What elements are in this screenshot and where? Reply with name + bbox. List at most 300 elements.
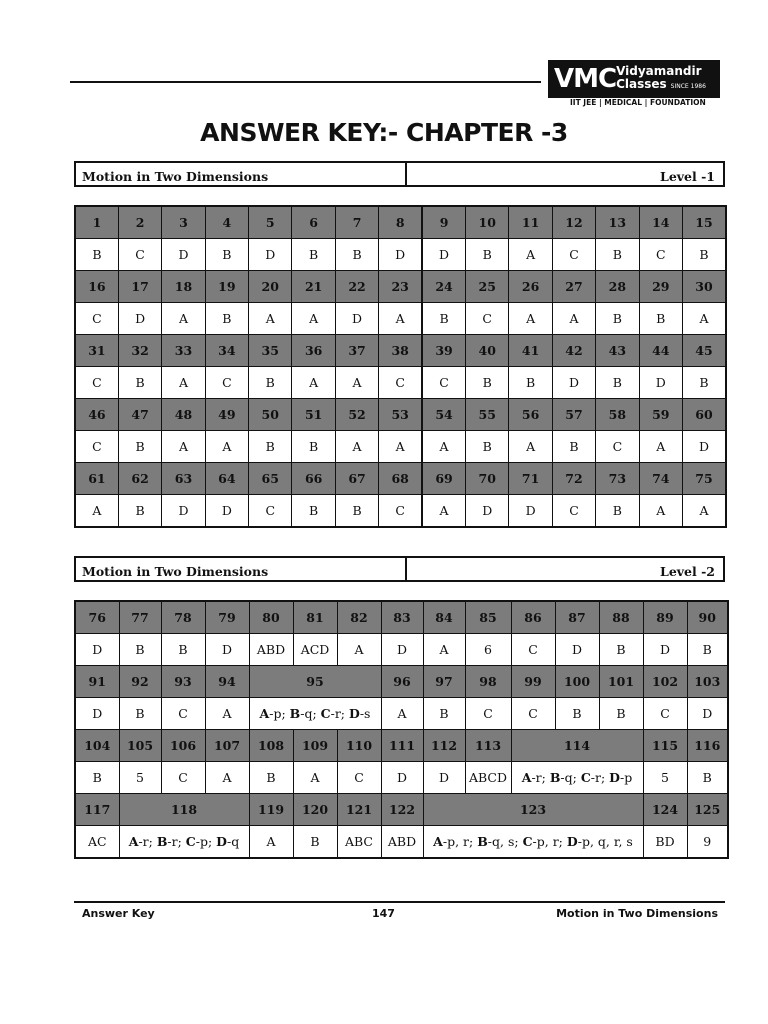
question-number: 80 <box>249 601 293 634</box>
question-number: 34 <box>205 335 248 367</box>
page-number: 147 <box>372 907 395 920</box>
answer-cell: C <box>337 762 381 794</box>
question-number: 2 <box>118 206 161 239</box>
question-number: 28 <box>596 271 639 303</box>
question-number: 30 <box>682 271 726 303</box>
answer-cell: A <box>682 495 726 528</box>
answer-cell: C <box>643 698 687 730</box>
question-number: 17 <box>118 271 161 303</box>
question-number: 70 <box>466 463 509 495</box>
answer-cell: B <box>205 303 248 335</box>
question-number: 109 <box>293 730 337 762</box>
answer-cell: B <box>596 495 639 528</box>
answer-cell: ABC <box>337 826 381 859</box>
answer-row <box>75 762 728 794</box>
question-number: 11 <box>509 206 552 239</box>
question-number: 122 <box>381 794 423 826</box>
answer-cell: B <box>292 431 335 463</box>
answer-cell: B <box>422 303 465 335</box>
question-number: 27 <box>552 271 595 303</box>
question-number: 1 <box>75 206 118 239</box>
question-number: 42 <box>552 335 595 367</box>
question-number: 103 <box>687 666 728 698</box>
answer-cell: D <box>381 762 423 794</box>
answer-cell: B <box>466 239 509 271</box>
answer-cell: B <box>118 431 161 463</box>
answer-cell: B <box>205 239 248 271</box>
question-number: 117 <box>75 794 119 826</box>
question-number: 5 <box>249 206 292 239</box>
question-number-row <box>75 335 726 367</box>
answer-cell: 9 <box>687 826 728 859</box>
answer-cell: BD <box>643 826 687 859</box>
question-number: 97 <box>423 666 465 698</box>
question-number: 112 <box>423 730 465 762</box>
answer-cell: A <box>379 303 422 335</box>
answer-cell: B <box>292 239 335 271</box>
answer-cell: A <box>249 826 293 859</box>
answer-cell: A <box>337 634 381 666</box>
question-number: 67 <box>335 463 378 495</box>
question-number: 79 <box>205 601 249 634</box>
answer-cell: C <box>422 367 465 399</box>
question-number: 53 <box>379 399 422 431</box>
question-number: 7 <box>335 206 378 239</box>
answer-cell: D <box>162 239 205 271</box>
answer-cell: D <box>466 495 509 528</box>
match-letter: D <box>216 834 228 849</box>
question-number: 93 <box>161 666 205 698</box>
match-letter: A <box>128 834 139 849</box>
answer-cell: A-p, r; B-q, s; C-p, r; D-p, q, r, s <box>423 826 643 859</box>
question-number: 104 <box>75 730 119 762</box>
question-number: 108 <box>249 730 293 762</box>
answer-cell: C <box>161 698 205 730</box>
answer-cell: B <box>599 698 643 730</box>
question-number: 72 <box>552 463 595 495</box>
answer-cell: A <box>422 431 465 463</box>
question-number: 59 <box>639 399 682 431</box>
answer-cell: D <box>162 495 205 528</box>
question-number: 101 <box>599 666 643 698</box>
answer-cell: B <box>509 367 552 399</box>
answer-cell: C <box>75 303 118 335</box>
answer-cell: C <box>118 239 161 271</box>
question-number: 26 <box>509 271 552 303</box>
answer-cell: C <box>75 367 118 399</box>
level2-answer-table <box>74 600 729 859</box>
question-number: 125 <box>687 794 728 826</box>
answer-cell: A <box>75 495 118 528</box>
question-number: 47 <box>118 399 161 431</box>
answer-cell: 5 <box>119 762 161 794</box>
question-number-row <box>75 399 726 431</box>
answer-cell: B <box>596 367 639 399</box>
question-number: 22 <box>335 271 378 303</box>
question-number: 23 <box>379 271 422 303</box>
question-number: 106 <box>161 730 205 762</box>
question-number: 49 <box>205 399 248 431</box>
header-rule <box>70 81 541 83</box>
question-number: 113 <box>465 730 511 762</box>
answer-cell: A <box>335 367 378 399</box>
question-number: 35 <box>249 335 292 367</box>
question-number: 107 <box>205 730 249 762</box>
question-number: 99 <box>511 666 555 698</box>
match-letter: A <box>521 770 532 785</box>
section2-header <box>74 556 725 582</box>
answer-cell: A <box>379 431 422 463</box>
question-number-row <box>75 730 728 762</box>
question-number: 29 <box>639 271 682 303</box>
answer-cell: D <box>682 431 726 463</box>
question-number: 31 <box>75 335 118 367</box>
answer-cell: C <box>161 762 205 794</box>
question-number: 76 <box>75 601 119 634</box>
answer-cell: D <box>423 762 465 794</box>
answer-cell: 6 <box>465 634 511 666</box>
question-number: 21 <box>292 271 335 303</box>
answer-cell: D <box>422 239 465 271</box>
footer-right: Motion in Two Dimensions <box>556 907 718 920</box>
question-number: 8 <box>379 206 422 239</box>
answer-cell: A <box>509 303 552 335</box>
answer-cell: D <box>118 303 161 335</box>
question-number: 66 <box>292 463 335 495</box>
answer-cell: B <box>335 239 378 271</box>
question-number: 98 <box>465 666 511 698</box>
question-number: 41 <box>509 335 552 367</box>
question-number: 63 <box>162 463 205 495</box>
answer-cell: C <box>75 431 118 463</box>
question-number: 69 <box>422 463 465 495</box>
question-number: 92 <box>119 666 161 698</box>
question-number: 89 <box>643 601 687 634</box>
answer-cell: A <box>205 431 248 463</box>
answer-cell: B <box>682 367 726 399</box>
question-number: 54 <box>422 399 465 431</box>
answer-row <box>75 495 726 528</box>
question-number: 46 <box>75 399 118 431</box>
question-number: 65 <box>249 463 292 495</box>
answer-row <box>75 431 726 463</box>
question-number: 55 <box>466 399 509 431</box>
match-letter: B <box>289 706 301 721</box>
answer-cell: A <box>381 698 423 730</box>
answer-cell: B <box>161 634 205 666</box>
question-number: 48 <box>162 399 205 431</box>
question-number: 4 <box>205 206 248 239</box>
footer-left: Answer Key <box>82 907 155 920</box>
match-letter: B <box>549 770 561 785</box>
answer-row <box>75 367 726 399</box>
match-letter: D <box>566 834 578 849</box>
answer-cell: A <box>639 431 682 463</box>
match-letter: D <box>609 770 621 785</box>
answer-cell: ABCD <box>465 762 511 794</box>
question-number: 77 <box>119 601 161 634</box>
answer-cell: A <box>335 431 378 463</box>
answer-cell: A <box>292 367 335 399</box>
question-number: 102 <box>643 666 687 698</box>
question-number: 124 <box>643 794 687 826</box>
vmc-logo <box>548 60 720 98</box>
question-number: 43 <box>596 335 639 367</box>
section1-level: Level -1 <box>660 169 715 184</box>
answer-cell: A <box>509 239 552 271</box>
question-number: 16 <box>75 271 118 303</box>
question-number: 40 <box>466 335 509 367</box>
answer-cell: B <box>335 495 378 528</box>
question-number: 118 <box>119 794 249 826</box>
logo-mark: VMC <box>554 64 617 94</box>
match-letter: A <box>433 834 443 849</box>
answer-cell: A <box>509 431 552 463</box>
answer-cell: C <box>596 431 639 463</box>
question-number: 39 <box>422 335 465 367</box>
question-number: 14 <box>639 206 682 239</box>
answer-cell: A-p; B-q; C-r; D-s <box>249 698 381 730</box>
answer-cell: B <box>555 698 599 730</box>
question-number: 10 <box>466 206 509 239</box>
section2-topic: Motion in Two Dimensions <box>76 558 407 580</box>
question-number: 85 <box>465 601 511 634</box>
answer-cell: A <box>682 303 726 335</box>
question-number-row <box>75 271 726 303</box>
match-letter: C <box>580 770 591 785</box>
question-number: 32 <box>118 335 161 367</box>
question-number: 50 <box>249 399 292 431</box>
logo-name: Vidyamandir Classes SINCE 1986 <box>616 64 706 91</box>
answer-cell: D <box>75 698 119 730</box>
question-number-row <box>75 463 726 495</box>
answer-cell: C <box>552 239 595 271</box>
answer-cell: A-r; B-r; C-p; D-q <box>119 826 249 859</box>
question-number: 121 <box>337 794 381 826</box>
answer-cell: B <box>119 698 161 730</box>
question-number: 64 <box>205 463 248 495</box>
answer-cell: A <box>249 303 292 335</box>
question-number: 13 <box>596 206 639 239</box>
question-number: 71 <box>509 463 552 495</box>
question-number: 36 <box>292 335 335 367</box>
answer-cell: C <box>205 367 248 399</box>
question-number: 74 <box>639 463 682 495</box>
question-number: 57 <box>552 399 595 431</box>
answer-row <box>75 634 728 666</box>
question-number: 116 <box>687 730 728 762</box>
question-number: 3 <box>162 206 205 239</box>
question-number: 25 <box>466 271 509 303</box>
answer-cell: B <box>292 495 335 528</box>
match-letter: A <box>259 706 270 721</box>
answer-row <box>75 303 726 335</box>
question-number: 9 <box>422 206 465 239</box>
question-number: 120 <box>293 794 337 826</box>
answer-cell: B <box>249 431 292 463</box>
answer-cell: B <box>639 303 682 335</box>
answer-cell: C <box>249 495 292 528</box>
answer-cell: A <box>205 762 249 794</box>
answer-cell: A <box>639 495 682 528</box>
logo-since: SINCE 1986 <box>670 83 706 90</box>
question-number: 123 <box>423 794 643 826</box>
match-letter: C <box>320 706 331 721</box>
answer-cell: B <box>293 826 337 859</box>
question-number: 24 <box>422 271 465 303</box>
answer-cell: B <box>118 495 161 528</box>
answer-cell: ABD <box>381 826 423 859</box>
question-number: 18 <box>162 271 205 303</box>
answer-cell: B <box>596 303 639 335</box>
question-number: 83 <box>381 601 423 634</box>
answer-cell: C <box>552 495 595 528</box>
question-number: 37 <box>335 335 378 367</box>
answer-cell: B <box>599 634 643 666</box>
question-number: 20 <box>249 271 292 303</box>
question-number: 96 <box>381 666 423 698</box>
answer-cell: A <box>205 698 249 730</box>
match-letter: C <box>185 834 196 849</box>
answer-cell: B <box>687 762 728 794</box>
question-number: 73 <box>596 463 639 495</box>
question-number: 105 <box>119 730 161 762</box>
question-number: 82 <box>337 601 381 634</box>
question-number: 15 <box>682 206 726 239</box>
question-number: 78 <box>161 601 205 634</box>
question-number: 114 <box>511 730 643 762</box>
footer-rule <box>74 901 725 903</box>
question-number: 6 <box>292 206 335 239</box>
answer-cell: D <box>639 367 682 399</box>
answer-cell: D <box>555 634 599 666</box>
question-number-row <box>75 206 726 239</box>
question-number: 60 <box>682 399 726 431</box>
answer-cell: C <box>639 239 682 271</box>
question-number: 58 <box>596 399 639 431</box>
answer-cell: A <box>162 431 205 463</box>
question-number-row <box>75 601 728 634</box>
answer-cell: D <box>249 239 292 271</box>
question-number: 52 <box>335 399 378 431</box>
answer-cell: A <box>162 303 205 335</box>
question-number: 19 <box>205 271 248 303</box>
question-number-row <box>75 666 728 698</box>
answer-cell: D <box>509 495 552 528</box>
answer-row <box>75 239 726 271</box>
answer-cell: B <box>466 431 509 463</box>
level1-answer-table <box>74 205 727 528</box>
answer-cell: B <box>249 367 292 399</box>
question-number: 38 <box>379 335 422 367</box>
section1-topic: Motion in Two Dimensions <box>76 163 407 185</box>
question-number: 95 <box>249 666 381 698</box>
answer-cell: A <box>293 762 337 794</box>
answer-row <box>75 698 728 730</box>
question-number: 61 <box>75 463 118 495</box>
question-number: 44 <box>639 335 682 367</box>
answer-cell: D <box>687 698 728 730</box>
match-letter: B <box>156 834 168 849</box>
answer-cell: C <box>511 634 555 666</box>
answer-cell: B <box>682 239 726 271</box>
question-number: 88 <box>599 601 643 634</box>
question-number: 84 <box>423 601 465 634</box>
match-letter: C <box>522 834 533 849</box>
answer-cell: A <box>552 303 595 335</box>
section1-header <box>74 161 725 187</box>
answer-cell: D <box>379 239 422 271</box>
question-number: 87 <box>555 601 599 634</box>
question-number: 81 <box>293 601 337 634</box>
question-number: 119 <box>249 794 293 826</box>
question-number: 100 <box>555 666 599 698</box>
answer-cell: B <box>466 367 509 399</box>
answer-cell: B <box>119 634 161 666</box>
answer-cell: 5 <box>643 762 687 794</box>
answer-cell: B <box>75 239 118 271</box>
answer-cell: D <box>381 634 423 666</box>
answer-cell: B <box>75 762 119 794</box>
answer-cell: A <box>292 303 335 335</box>
question-number: 51 <box>292 399 335 431</box>
answer-cell: AC <box>75 826 119 859</box>
page-title: ANSWER KEY:- CHAPTER -3 <box>200 118 568 147</box>
answer-cell: B <box>423 698 465 730</box>
question-number: 115 <box>643 730 687 762</box>
answer-cell: C <box>466 303 509 335</box>
answer-cell: C <box>465 698 511 730</box>
question-number: 68 <box>379 463 422 495</box>
answer-cell: B <box>249 762 293 794</box>
question-number: 56 <box>509 399 552 431</box>
answer-cell: D <box>552 367 595 399</box>
question-number: 33 <box>162 335 205 367</box>
match-letter: B <box>477 834 488 849</box>
answer-cell: C <box>379 495 422 528</box>
question-number: 62 <box>118 463 161 495</box>
answer-cell: D <box>335 303 378 335</box>
answer-cell: A-r; B-q; C-r; D-p <box>511 762 643 794</box>
answer-cell: ABD <box>249 634 293 666</box>
question-number: 111 <box>381 730 423 762</box>
answer-cell: D <box>205 634 249 666</box>
question-number: 94 <box>205 666 249 698</box>
answer-row <box>75 826 728 859</box>
answer-cell: B <box>118 367 161 399</box>
question-number: 75 <box>682 463 726 495</box>
answer-cell: B <box>552 431 595 463</box>
answer-cell: D <box>75 634 119 666</box>
question-number: 90 <box>687 601 728 634</box>
question-number-row <box>75 794 728 826</box>
question-number: 45 <box>682 335 726 367</box>
answer-cell: C <box>511 698 555 730</box>
answer-cell: A <box>162 367 205 399</box>
match-letter: D <box>348 706 360 721</box>
answer-cell: B <box>596 239 639 271</box>
logo-tagline: IIT JEE | MEDICAL | FOUNDATION <box>570 98 706 107</box>
answer-cell: A <box>422 495 465 528</box>
question-number: 86 <box>511 601 555 634</box>
answer-cell: D <box>643 634 687 666</box>
question-number: 12 <box>552 206 595 239</box>
answer-cell: A <box>423 634 465 666</box>
question-number: 91 <box>75 666 119 698</box>
answer-cell: ACD <box>293 634 337 666</box>
answer-cell: D <box>205 495 248 528</box>
section2-level: Level -2 <box>660 564 715 579</box>
